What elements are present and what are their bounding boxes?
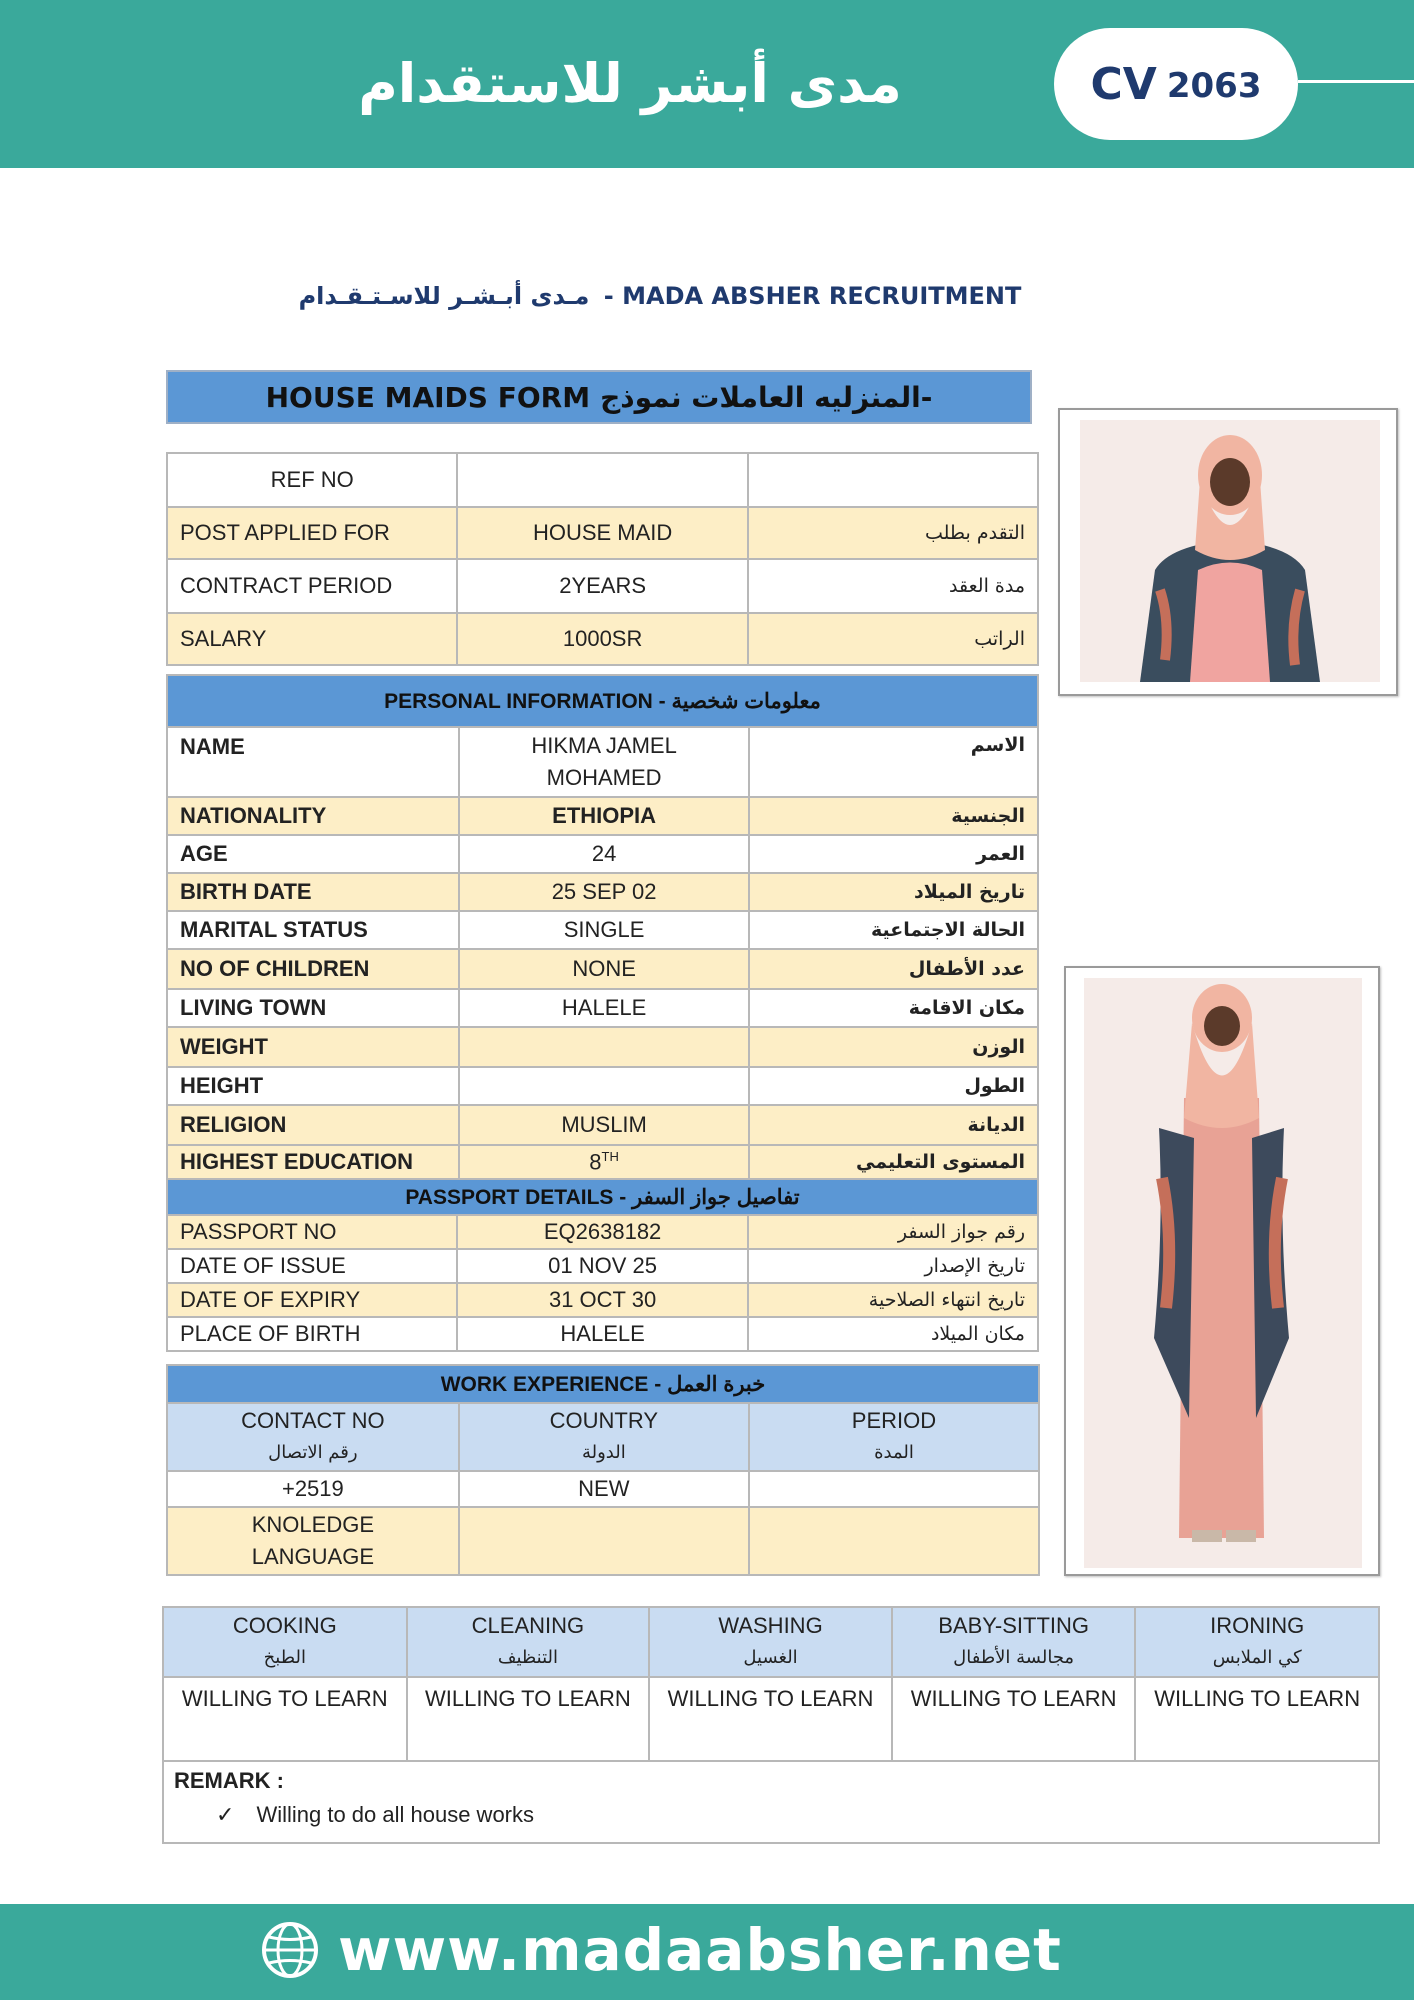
globe-icon [260,1920,320,1980]
country-column-header [459,1403,749,1471]
skill-babysitting-en: BABY-SITTING [938,1613,1089,1638]
skill-ironing-header [1135,1607,1379,1677]
table-row [167,949,1038,989]
children-arabic: عدد الأطفال [749,949,1038,989]
contact-value: +2519 [167,1471,459,1507]
age-arabic: العمر [749,835,1038,873]
contract-period-arabic: مدة العقد [748,559,1038,613]
website-link[interactable] [260,1916,1062,1984]
skill-cleaning-ar: التنظيف [497,1647,558,1668]
country-header-ar: الدولة [581,1442,626,1463]
table-row [167,1471,1039,1507]
fullbody-figure [1084,978,1362,1568]
issue-date-value: 01 NOV 25 [457,1249,747,1283]
height-value [459,1067,748,1105]
top-info-table [166,452,1039,666]
place-of-birth-value: HALELE [457,1317,747,1351]
header-divider-line [1298,80,1414,83]
skill-babysitting-header [892,1607,1136,1677]
skill-cleaning-value: WILLING TO LEARN [407,1677,650,1761]
table-header-row [167,1403,1039,1471]
issue-date-arabic: تاريخ الإصدار [748,1249,1038,1283]
table-row [167,507,1038,559]
issue-date-label: DATE OF ISSUE [167,1249,457,1283]
country-value: NEW [459,1471,749,1507]
birth-date-label: BIRTH DATE [167,873,459,911]
table-row [167,873,1038,911]
skills-values-row [163,1677,1379,1761]
salary-label: SALARY [167,613,457,665]
skills-table [162,1606,1380,1762]
religion-value: MUSLIM [459,1105,748,1145]
education-arabic: المستوى التعليمي [749,1145,1038,1179]
post-applied-value: HOUSE MAID [457,507,747,559]
table-row [167,613,1038,665]
cv-number: 2063 [1166,66,1262,106]
education-value-number: 8 [589,1149,602,1175]
contract-period-label: CONTRACT PERIOD [167,559,457,613]
period-header-ar: المدة [874,1442,914,1463]
passport-no-value: EQ2638182 [457,1215,747,1249]
form-title [166,370,1032,424]
contact-header-ar: رقم الاتصال [268,1442,358,1463]
checkmark-icon: ✓ [216,1802,235,1827]
ref-no-arabic [748,453,1038,507]
height-arabic: الطول [749,1067,1038,1105]
living-town-arabic: مكان الاقامة [749,989,1038,1027]
nationality-arabic: الجنسية [749,797,1038,835]
post-applied-arabic: التقدم بطلب [748,507,1038,559]
table-row [167,1249,1038,1283]
living-town-value: HALELE [459,989,748,1027]
skill-cooking-ar: الطبخ [263,1647,306,1668]
remark-label: REMARK : [174,1768,284,1793]
education-value-suffix: TH [601,1148,619,1164]
cv-badge [1054,28,1298,140]
applicant-portrait-photo [1058,408,1398,696]
skill-washing-value: WILLING TO LEARN [649,1677,892,1761]
religion-arabic: الديانة [749,1105,1038,1145]
table-row [167,1145,1038,1179]
work-heading: WORK EXPERIENCE - خبرة العمل [167,1365,1039,1403]
religion-label: RELIGION [167,1105,459,1145]
skill-washing-en: WASHING [718,1613,823,1638]
expiry-date-arabic: تاريخ انتهاء الصلاحية [748,1283,1038,1317]
passport-table [166,1178,1039,1352]
weight-arabic: الوزن [749,1027,1038,1067]
personal-info-heading: PERSONAL INFORMATION - معلومات شخصية [167,675,1038,727]
form-title-english: HOUSE MAIDS FORM [265,380,591,414]
age-value: 24 [459,835,748,873]
table-row [167,797,1038,835]
table-row [167,911,1038,949]
table-row [167,1317,1038,1351]
contact-header-en: CONTACT NO [241,1408,385,1433]
skill-babysitting-ar: مجالسة الأطفال [953,1647,1075,1668]
name-value: HIKMA JAMEL MOHAMED [459,727,748,797]
contact-column-header [167,1403,459,1471]
salary-value: 1000SR [457,613,747,665]
expiry-date-label: DATE OF EXPIRY [167,1283,457,1317]
company-name-arabic: مـدى أبـشـر للاسـتـقـدام [298,282,590,310]
company-name-english: MADA ABSHER RECRUITMENT [622,282,1022,310]
table-row [167,1507,1039,1575]
remark-text: Willing to do all house works [256,1802,535,1827]
period-header-en: PERIOD [851,1408,937,1433]
country-header-en: COUNTRY [549,1408,659,1433]
marital-status-value: SINGLE [459,911,748,949]
weight-value [459,1027,748,1067]
footer-bar [0,1904,1414,2000]
table-row [167,989,1038,1027]
table-row [167,1215,1038,1249]
table-row [167,559,1038,613]
contract-period-value: 2YEARS [457,559,747,613]
skill-cleaning-en: CLEANING [471,1613,585,1638]
place-of-birth-label: PLACE OF BIRTH [167,1317,457,1351]
company-separator: - [603,282,614,310]
ref-no-value [457,453,747,507]
portrait-figure [1080,420,1380,682]
education-label: HIGHEST EDUCATION [167,1145,459,1179]
children-label: NO OF CHILDREN [167,949,459,989]
knowledge-language-extra [749,1507,1039,1575]
skill-cooking-value: WILLING TO LEARN [163,1677,407,1761]
birth-date-value: 25 SEP 02 [459,873,748,911]
table-row [167,1067,1038,1105]
salary-arabic: الراتب [748,613,1038,665]
skill-cooking-header [163,1607,407,1677]
marital-status-arabic: الحالة الاجتماعية [749,911,1038,949]
header-title: مدى أبشر للاستقدام [358,52,902,115]
marital-status-label: MARITAL STATUS [167,911,459,949]
weight-label: WEIGHT [167,1027,459,1067]
header-bar [0,0,1414,168]
applicant-fullbody-photo [1064,966,1380,1576]
section-header [167,1179,1038,1215]
name-label: NAME [167,727,459,797]
age-label: AGE [167,835,459,873]
children-value: NONE [459,949,748,989]
work-experience-table [166,1364,1040,1576]
cv-label: CV [1090,58,1157,110]
skill-ironing-ar: كي الملابس [1212,1647,1302,1668]
remark-box [162,1760,1380,1844]
name-arabic: الاسم [749,727,1038,797]
skill-washing-header [649,1607,892,1677]
living-town-label: LIVING TOWN [167,989,459,1027]
passport-heading: PASSPORT DETAILS - تفاصيل جواز السفر [167,1179,1038,1215]
section-header [167,1365,1039,1403]
form-title-arabic: المنزليه العاملات نموذج- [600,380,933,414]
ref-no-label: REF NO [167,453,457,507]
section-header [167,675,1038,727]
skill-cooking-en: COOKING [232,1613,337,1638]
website-url: www.madaabsher.net [338,1916,1062,1984]
skill-cleaning-header [407,1607,650,1677]
company-heading [160,282,1160,310]
skills-header-row [163,1607,1379,1677]
table-row [167,835,1038,873]
personal-info-table [166,674,1039,1180]
nationality-value: ETHIOPIA [459,797,748,835]
nationality-label: NATIONALITY [167,797,459,835]
skill-washing-ar: الغسيل [743,1647,798,1668]
skill-babysitting-value: WILLING TO LEARN [892,1677,1136,1761]
passport-no-label: PASSPORT NO [167,1215,457,1249]
table-row [167,453,1038,507]
place-of-birth-arabic: مكان الميلاد [748,1317,1038,1351]
education-value [459,1145,748,1179]
knowledge-language-value [459,1507,749,1575]
table-row [167,1283,1038,1317]
skill-ironing-value: WILLING TO LEARN [1135,1677,1379,1761]
birth-date-arabic: تاريخ الميلاد [749,873,1038,911]
expiry-date-value: 31 OCT 30 [457,1283,747,1317]
table-row [167,1027,1038,1067]
skill-ironing-en: IRONING [1210,1613,1305,1638]
period-value [749,1471,1039,1507]
post-applied-label: POST APPLIED FOR [167,507,457,559]
table-row [167,727,1038,797]
table-row [167,1105,1038,1145]
passport-no-arabic: رقم جواز السفر [748,1215,1038,1249]
remark-item [216,1802,534,1828]
height-label: HEIGHT [167,1067,459,1105]
period-column-header [749,1403,1039,1471]
knowledge-language-label: KNOLEDGE LANGUAGE [167,1507,459,1575]
